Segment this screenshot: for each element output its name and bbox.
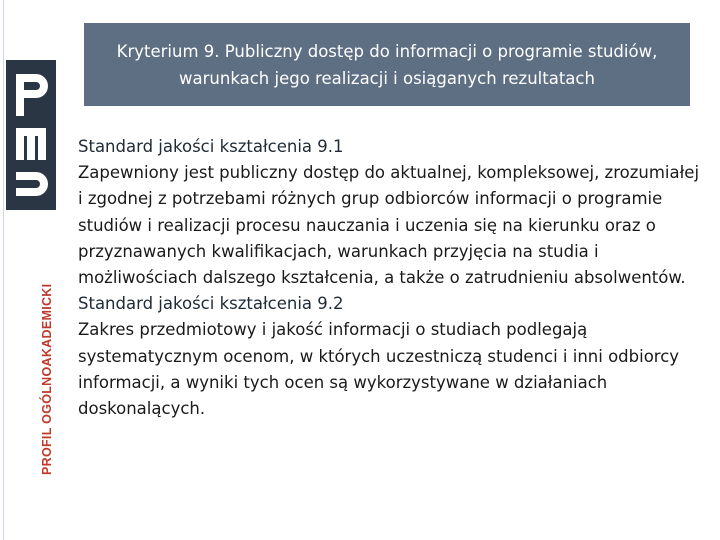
slide-title-box: [84, 23, 690, 106]
standard-heading-9-1: Standard jakości kształcenia 9.1: [78, 137, 344, 156]
pka-logo-icon: [6, 60, 56, 210]
profile-vertical-label: PROFIL OGÓLNOAKADEMICKI: [40, 283, 54, 475]
slide-content: [78, 134, 708, 422]
standard-body-9-1: Zapewniony jest publiczny dostęp do aktualnej, kompleksowej, zrozumiałej i zgodnej z potrzebami różnych grup odbiorców informacji o programie studiów i realizacji procesu nauczania i uczenia się na kierunku oraz o przyznawanych kwalifikacjach, warunkach przyjęcia na studia i możliwościach dalszego kształcenia, a także o zatrudnieniu absolwentów.: [78, 163, 700, 288]
standard-body-9-2: Zakres przedmiotowy i jakość informacji o studiach podlegają systematycznym ocenom, w których uczestniczą studenci i inni odbiorcy informacji, a wyniki tych ocen są wykorzystywane w działaniach doskonalących.: [78, 320, 680, 419]
standard-heading-9-2: Standard jakości kształcenia 9.2: [78, 294, 344, 314]
slide-title: Kryterium 9. Publiczny dostęp do informacji o programie studiów, warunkach jego realizacji i osiąganych rezultatach: [116, 41, 658, 88]
left-divider: [3, 0, 4, 540]
